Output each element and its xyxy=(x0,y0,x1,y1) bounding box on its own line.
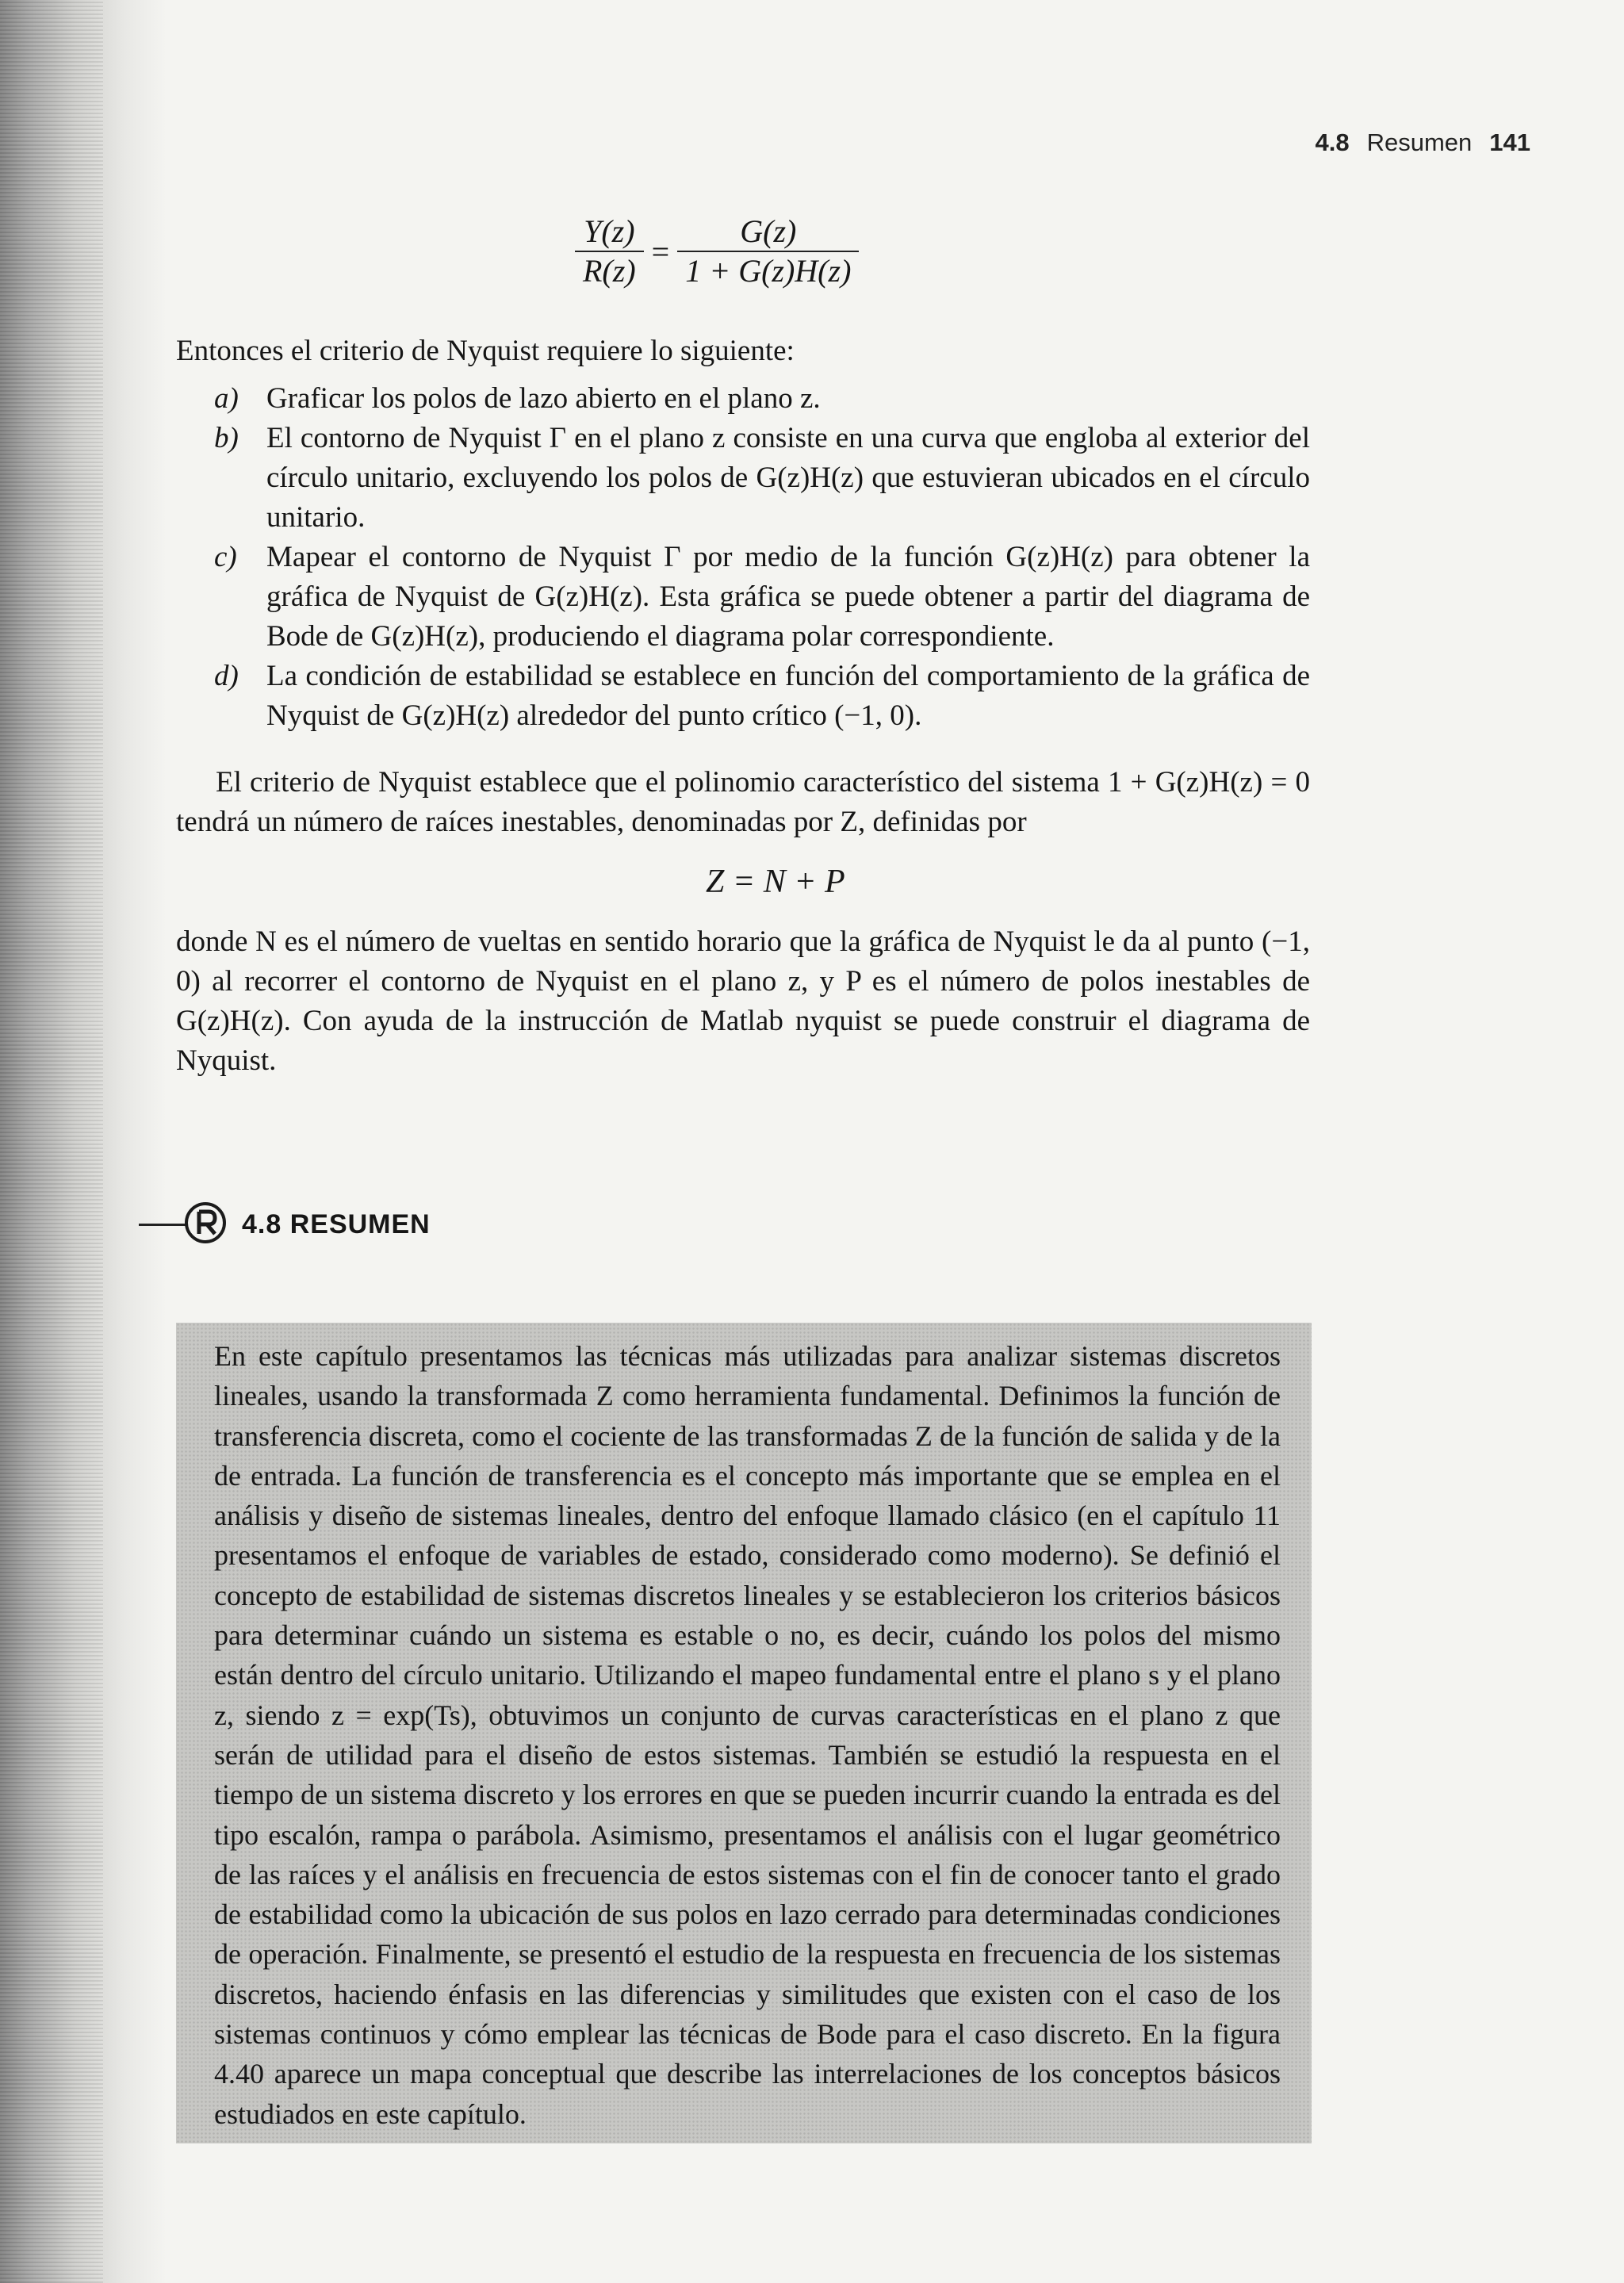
heading-rule xyxy=(139,1224,186,1226)
list-item-text: Graficar los polos de lazo abierto en el plano z. xyxy=(266,382,821,415)
list-item xyxy=(214,379,1310,419)
list-item-text: La condición de estabilidad se establece en función del comportamiento de la gráfica de Nyquist de G(z)H(z) alrededor del punto crítico (−1, 0). xyxy=(266,660,1310,732)
intro-paragraph: Entonces el criterio de Nyquist requiere lo siguiente: xyxy=(176,335,795,367)
closed-loop-formula xyxy=(575,213,859,290)
list-item-text: Mapear el contorno de Nyquist Γ por medio de la función G(z)H(z) para obtener la gráfica de Nyquist de G(z)H(z). Esta gráfica se puede obtener a partir del diagrama de Bode de G(z)H(z), produciendo el diagrama polar correspondiente. xyxy=(266,541,1310,653)
donde-paragraph: donde N es el número de vueltas en sentido horario que la gráfica de Nyquist le da al punto (−1, 0) al recorrer el contorno de Nyquist en el plano z, y P es el número de polos inestables de G(z)H(z). Con ayuda de la instrucción de Matlab nyquist se puede construir el diagrama de Nyquist. xyxy=(176,925,1310,1077)
section-heading xyxy=(139,1201,431,1249)
lhs-fraction xyxy=(575,213,644,290)
rhs-denominator: 1 + G(z)H(z) xyxy=(677,251,859,290)
section-name: RESUMEN xyxy=(289,1209,431,1239)
list-item-label: d) xyxy=(214,660,239,692)
running-head-title: Resumen xyxy=(1366,128,1473,156)
lhs-denominator: R(z) xyxy=(575,251,644,290)
section-title xyxy=(242,1209,431,1240)
equals-sign: = xyxy=(651,233,670,270)
summary-paragraph: En este capítulo presentamos las técnicas más utilizadas para analizar sistemas discretos lineales, usando la transformada Z como herramienta fundamental. Definimos la función de transferencia discreta, como el cociente de las transformadas Z de la función de salida y de la de entrada. La función de transferencia es el concepto más importante que se emplea en el análisis y diseño de sistemas lineales, dentro del enfoque llamado clásico (en el capítulo 11 presentamos el enfoque de variables de estado, considerado como moderno). Se definió el concepto de estabilidad de sistemas discretos lineales y se establecieron los criterios básicos para determinar cuándo un sistema es estable o no, es decir, cuándo los polos del mismo están dentro del círculo unitario. Utilizando el mapeo fundamental entre el plano s y el plano z, siendo z = exp(Ts), obtuvimos un conjunto de curvas características en el plano z que serán de utilidad para el diseño de estos sistemas. También se estudió la respuesta en el tiempo de un sistema discreto y los errores en que se pueden incurrir cuando la entrada es del tipo escalón, rampa o parábola. Asimismo, presentamos el análisis con el lugar geométrico de las raíces y el análisis en frecuencia de estos sistemas con el fin de conocer tanto el grado de estabilidad como la ubicación de sus polos en lazo cerrado para determinadas condiciones de operación. Finalmente, se presentó el estudio de la respuesta en frecuencia de los sistemas discretos, haciendo énfasis en las diferencias y similitudes que existen con el caso de los sistemas continuos y cómo emplear las técnicas de Bode para el caso discreto. En la figura 4.40 aparece un mapa conceptual que describe las interrelaciones de los conceptos básicos estudiados en este capítulo. xyxy=(214,1340,1281,2130)
criterion-paragraph: El criterio de Nyquist establece que el polinomio característico del sistema 1 + G(z)H(z) = 0 tendrá un número de raíces inestables, denominadas por Z, definidas por xyxy=(176,766,1310,838)
list-item-label: c) xyxy=(214,541,237,573)
nyquist-formula: Z = N + P xyxy=(706,864,845,900)
list-item xyxy=(214,538,1310,657)
list-item xyxy=(214,419,1310,538)
list-item-label: b) xyxy=(214,422,239,454)
section-number: 4.8 xyxy=(242,1209,282,1239)
r-badge-icon xyxy=(183,1201,228,1249)
list-item-text: El contorno de Nyquist Γ en el plano z consiste en una curva que engloba al exterior del círculo unitario, excluyendo los polos de G(z)H(z) que estuvieran ubicados en el círculo unitario. xyxy=(266,422,1310,534)
list-item-label: a) xyxy=(214,382,239,415)
running-head-section: 4.8 xyxy=(1315,128,1350,156)
rhs-numerator: G(z) xyxy=(740,213,797,249)
scan-noise xyxy=(0,0,103,2283)
page-number: 141 xyxy=(1489,128,1530,156)
nyquist-steps-list xyxy=(214,379,1310,736)
lhs-numerator: Y(z) xyxy=(584,213,635,249)
list-item xyxy=(214,657,1310,736)
running-head xyxy=(1315,128,1530,157)
rhs-fraction xyxy=(677,213,859,290)
